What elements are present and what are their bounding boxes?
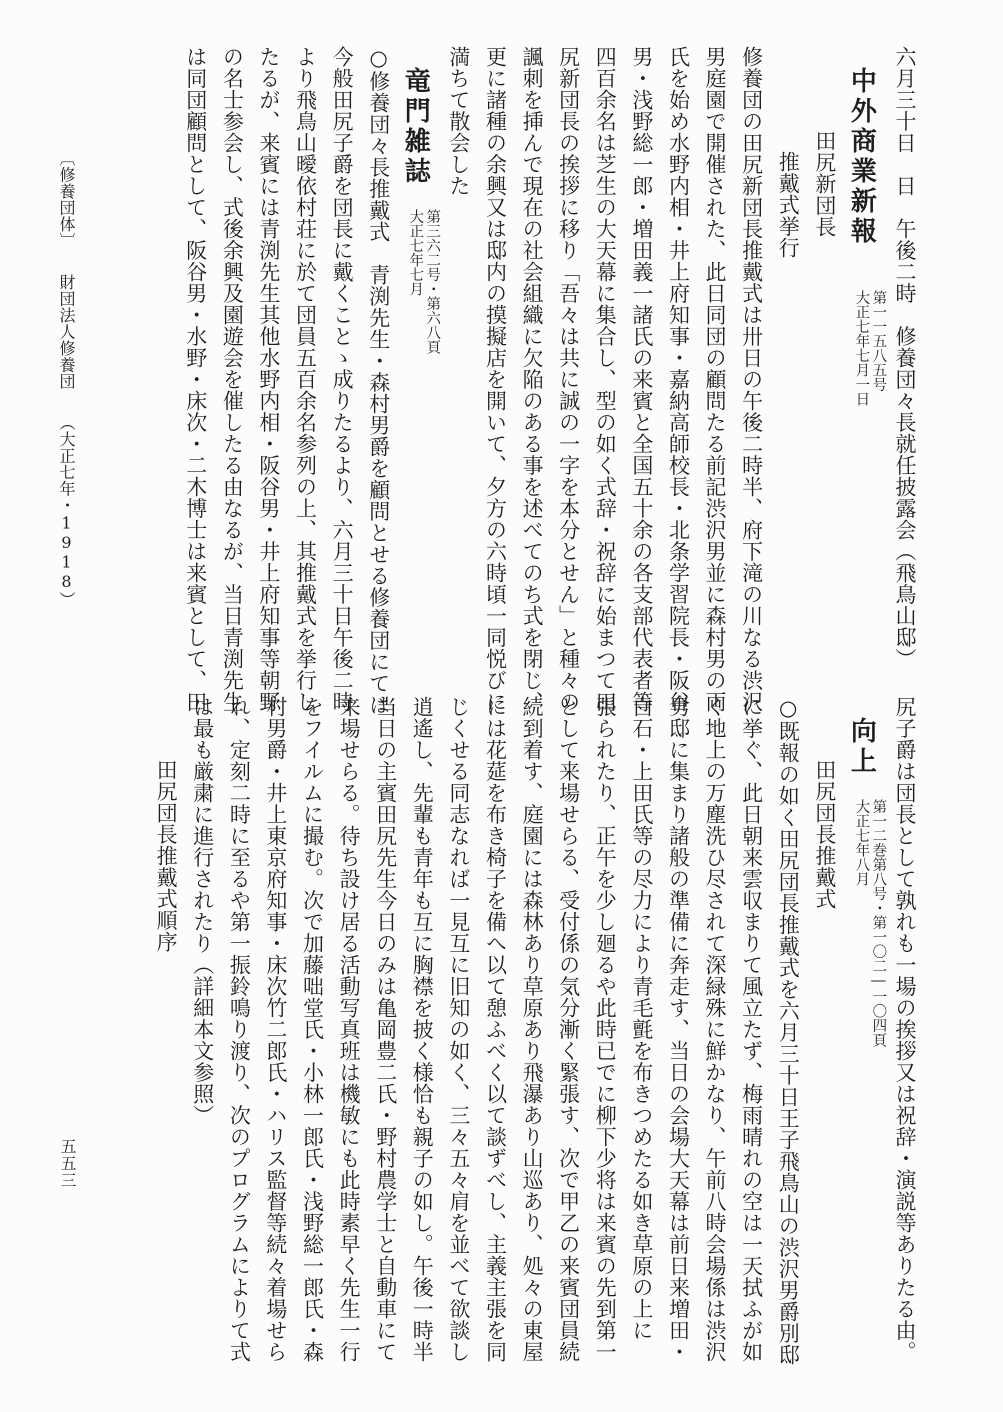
event-header: 六月三十日 日 午後二時 修養団々長就任披露会（飛鳥山邸）	[893, 46, 917, 670]
text-line: は最も厳粛に進行されたり（詳細本文参照）	[190, 696, 215, 1126]
text-line: 逍遙し、先輩も青年も互に胸襟を披く様恰も親子の如し。午後一時半	[410, 696, 435, 1363]
issue-info: 第一二巻第八号・第一〇二―一〇四頁 大正七年八月	[853, 798, 887, 1047]
text-line: 諷刺を挿んで現在の社会組織に欠陥のある事を述べてのち式を閉じ、	[520, 46, 545, 713]
program-heading: 田尻団長推戴式順序	[154, 759, 179, 953]
text-line: 続到着す、庭園には森林あり草原あり飛瀑あり山巡あり、処々の東屋	[520, 696, 545, 1363]
text-line: く地上の万塵洗ひ尽されて深緑殊に鮮かなり、午前八時会場係は渋沢	[703, 696, 728, 1363]
source-ryumon	[397, 46, 441, 676]
footer-year: （大正七年・1918）	[57, 422, 76, 608]
article-heading: 田尻新団長	[812, 130, 837, 238]
footer	[44, 150, 84, 710]
text-line: 氏を始め水野内相・井上府知事・嘉納高師校長・北条学習院長・阪谷	[666, 46, 691, 713]
text-line: は同団顧問として、阪谷男・水野・床次・二木博士は来賓として、田	[183, 46, 208, 713]
text-line: じくせる同志なれば一見互に旧知の如く、三々五々肩を並べて欲談し	[446, 696, 471, 1363]
article-heading: 田尻団長推戴式	[812, 759, 837, 910]
text-line: 来場せらる。待ち設け居る活動写真班は機敏にも此時素早く先生一行	[337, 696, 362, 1363]
text-line: をフイルムに撮む。次で加藤咄堂氏・小林一郎氏・浅野総一郎氏・森	[300, 696, 325, 1363]
text-line: 男・浅野総一郎・増田義一諸氏の来賓と全国五十余の各支部代表者等	[629, 46, 654, 713]
text-line: たるが、来賓には青渕先生其他水野内相・阪谷男・井上府知事等朝野	[256, 46, 281, 713]
source-title: 向上	[846, 717, 877, 777]
text-line: 四百余名は芝生の大天幕に集合し、型の如く式辞・祝辞に始まつて田	[593, 46, 618, 713]
lower-block	[97, 696, 923, 1366]
footer-line	[48, 150, 84, 710]
text-line: 張られたり、正午を少し廻るや此時已でに柳下少将は来賓の先到第一	[593, 696, 618, 1363]
text-line: に挙ぐ、此日朝来雲収まりて風立たず、梅雨晴れの空は一天拭ふが如	[739, 696, 764, 1363]
text-line: には花莚を布き椅子を備へ以て憩ふべく以て談ずべし、主義主張を同	[483, 696, 508, 1363]
page-number: 五五三	[58, 1138, 77, 1189]
source-kojo	[843, 696, 887, 1336]
text-line: 今般田尻子爵を団長に戴くことゝ成りたるより、六月三十日午後二時	[330, 46, 355, 713]
source-title: 竜門雑誌	[400, 67, 431, 187]
text-line: 満ちて散会した	[446, 46, 471, 197]
issue-info: 第三六二号・第六八頁 大正七年七月	[407, 208, 441, 354]
text-line: 当日の主賓田尻先生今日のみは亀岡豊二氏・野村農学士と自動車にて	[373, 696, 398, 1363]
issue-info: 第一一五八五号 大正七年七月一日	[853, 290, 887, 406]
text-line: 男庭園で開催された、此日同団の顧問たる前記渋沢男並に森村男の両	[703, 46, 728, 713]
text-line: 男邸に集まり諸般の準備に奔走す、当日の会場大天幕は前日来増田・	[666, 696, 691, 1363]
text-line: の名士参会し、式後余興及園遊会を催したる由なるが、当日青渕先生	[220, 46, 245, 713]
text-line: 修養団の田尻新団長推戴式は卅日の午後二時半、府下滝の川なる渋沢	[739, 46, 764, 713]
source-chugai	[843, 46, 887, 676]
text-line: 白石・上田氏等の尽力により青毛氈を布きつめたる如き草原の上に	[629, 696, 654, 1341]
text-line: より飛鳥山曖依村荘に於て団員五百余名参列の上、其推戴式を挙行し	[293, 46, 318, 713]
footer-organization: 財団法人修養団	[57, 274, 76, 390]
text-line: れ、定刻二時に至るや第一振鈴鳴り渡り、次のプログラムによりて式	[227, 696, 252, 1363]
text-line: 村男爵・井上東京府知事・床次竹二郎氏・ハリス監督等続々着場せら	[263, 696, 288, 1363]
text-line: 尻新団長の挨拶に移り「吾々は共に誠の一字を本分とせん」と種々の	[556, 46, 581, 713]
footer-category: 〔修養団体〕	[57, 150, 76, 241]
text-line: ○既報の如く田尻団長推戴式を六月三十日王子飛鳥山の渋沢男爵別邸	[776, 696, 801, 1366]
article-subheading: 推戴式挙行	[776, 151, 801, 259]
text-line: 更に諸種の余興又は邸内の摸擬店を開いて、夕方の六時頃一同悦びに	[483, 46, 508, 713]
text-line: として来場せらる、受付係の気分漸く緊張す、次で甲乙の来賓団員続	[556, 696, 581, 1363]
text-line: 尻子爵は団長として孰れも一場の挨拶又は祝辞・演説等ありたる由。	[893, 696, 917, 1363]
upper-block	[97, 46, 923, 716]
text-line: ○修養団々長推戴式 青渕先生・森村男爵を顧問とせる修養団にては	[366, 46, 391, 716]
source-title: 中外商業新報	[846, 67, 877, 247]
